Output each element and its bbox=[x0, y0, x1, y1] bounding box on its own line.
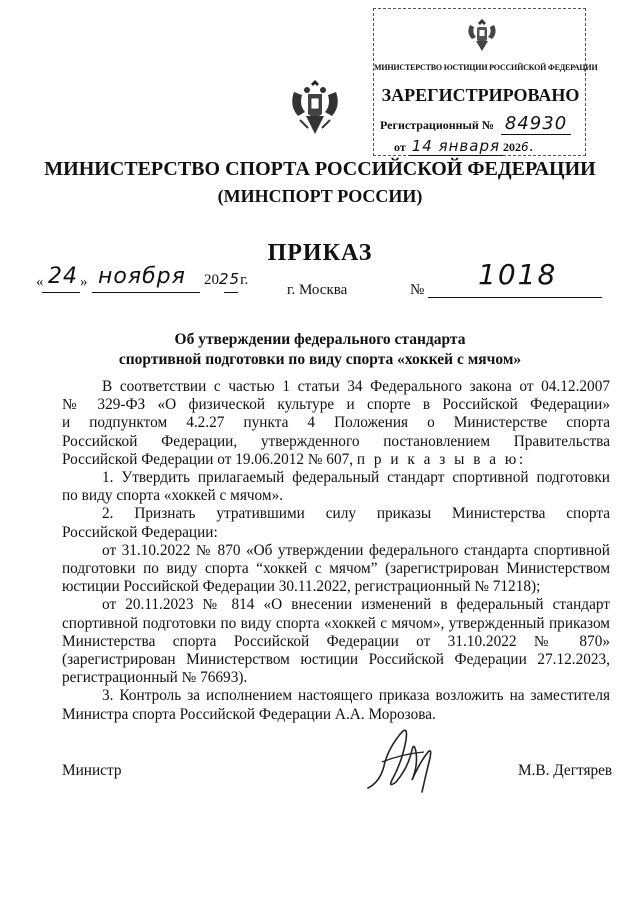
ministry-title: МИНИСТЕРСТВО СПОРТА РОССИЙСКОЙ ФЕДЕРАЦИИ bbox=[44, 158, 596, 180]
preamble-last-text: Российской Федерации от 19.06.2012 № 607, bbox=[62, 450, 354, 468]
date-day-underline bbox=[42, 292, 80, 293]
order-number-label: № bbox=[410, 282, 425, 298]
preamble-line: В соответствии с частью 1 статьи 34 Федерального закона от 04.12.2007 bbox=[102, 378, 610, 395]
ministry-short-name: (МИНСПОРТ РОССИИ) bbox=[217, 186, 423, 206]
subject-line-1: Об утверждении федерального стандарта bbox=[174, 331, 466, 348]
item-3-line: Министра спорта Российской Федерации А.А. Морозова. bbox=[62, 705, 436, 723]
order-body bbox=[62, 378, 610, 724]
stamp-registration-number-row bbox=[380, 113, 585, 135]
stamp-date-year-printed: 202 bbox=[503, 140, 522, 154]
date-year-handwritten: 25 bbox=[219, 270, 241, 288]
date-year-underline bbox=[224, 292, 238, 293]
document-type-title: ПРИКАЗ bbox=[267, 240, 373, 266]
order-number-underline bbox=[428, 297, 602, 298]
order-number-handwritten: 1018 bbox=[478, 258, 558, 291]
orders-word: п р и к а з ы в а ю: bbox=[356, 450, 526, 468]
date-quote-open: « bbox=[36, 274, 44, 290]
stamp-date-handwritten: 14 января bbox=[409, 137, 503, 156]
item-2b-line: (зарегистрирован Министерством юстиции Российской Федерации 27.12.2023, bbox=[62, 651, 610, 669]
preamble-line: № 329-ФЗ «О физической культуре и спорте в Российской Федерации» bbox=[62, 396, 610, 414]
item-2-line: 2. Признать утратившими силу приказы Министерства спорта bbox=[102, 505, 610, 523]
preamble-last-line bbox=[62, 451, 610, 469]
date-month-underline bbox=[92, 292, 200, 293]
item-2a-line: юстиции Российской Федерации 30.11.2022, регистрационный № 71218); bbox=[62, 578, 541, 596]
date-year bbox=[204, 270, 248, 289]
date-year-printed: 20 bbox=[204, 272, 219, 288]
date-month-handwritten: ноября bbox=[98, 264, 186, 289]
date-year-suffix: г. bbox=[240, 272, 249, 288]
stamp-registered-label: ЗАРЕГИСТРИРОВАНО bbox=[381, 85, 580, 105]
signer-name: М.В. Дегтярев bbox=[518, 762, 613, 779]
city: г. Москва bbox=[287, 282, 348, 298]
preamble-line: Российской Федерации, утвержденного постановлением Правительства bbox=[62, 432, 610, 450]
item-2b-line: регистрационный № 76693). bbox=[62, 669, 248, 687]
subject-line-2: спортивной подготовки по виду спорта «хоккей с мячом» bbox=[118, 351, 522, 368]
item-1-line: по виду спорта «хоккей с мячом». bbox=[62, 487, 284, 505]
item-2b-line: от 20.11.2023 № 814 «О внесении изменений в федеральный стандарт bbox=[102, 596, 610, 614]
item-2b-line: спортивной подготовки по виду спорта «хоккей с мячом», утвержденный приказом bbox=[62, 614, 610, 632]
order-subject bbox=[0, 330, 640, 370]
date-quote-close: » bbox=[80, 274, 88, 290]
item-3-line: 3. Контроль за исполнением настоящего приказа возложить на заместителя bbox=[102, 687, 610, 705]
stamp-date-row: от 14 января 2026. bbox=[394, 137, 533, 155]
preamble-line: и подпунктом 4.2.27 пункта 4 Положения о Министерстве спорта bbox=[62, 414, 610, 432]
handwritten-signature-icon bbox=[362, 722, 442, 802]
signer-position: Министр bbox=[62, 762, 122, 779]
stamp-number-label: Регистрационный № bbox=[380, 118, 494, 132]
stamp-ministry-name: МИНИСТЕРСТВО ЮСТИЦИИ РОССИЙСКОЙ ФЕДЕРАЦИИ bbox=[374, 63, 598, 72]
stamp-date-prefix: от bbox=[394, 140, 406, 154]
item-2b-line: Министерства спорта Российской Федерации от 31.10.2022 № 870» bbox=[62, 632, 610, 650]
item-2a-line: от 31.10.2022 № 870 «Об утверждении федерального стандарта спортивной bbox=[102, 541, 610, 559]
stamp-date-year-handwritten: 6 bbox=[521, 140, 530, 154]
order-date bbox=[36, 262, 249, 298]
coat-of-arms-icon bbox=[464, 15, 500, 55]
item-2-line: Российской Федерации: bbox=[62, 523, 218, 541]
stamp-number-handwritten: 84930 bbox=[501, 113, 571, 135]
item-1-line: 1. Утвердить прилагаемый федеральный стандарт спортивной подготовки bbox=[102, 469, 610, 487]
registration-stamp bbox=[373, 8, 598, 156]
item-2a-line: подготовки по виду спорта “хоккей с мячом” (зарегистрирован Министерством bbox=[62, 560, 610, 578]
coat-of-arms-icon bbox=[290, 78, 340, 142]
date-day-handwritten: 24 bbox=[48, 264, 78, 289]
